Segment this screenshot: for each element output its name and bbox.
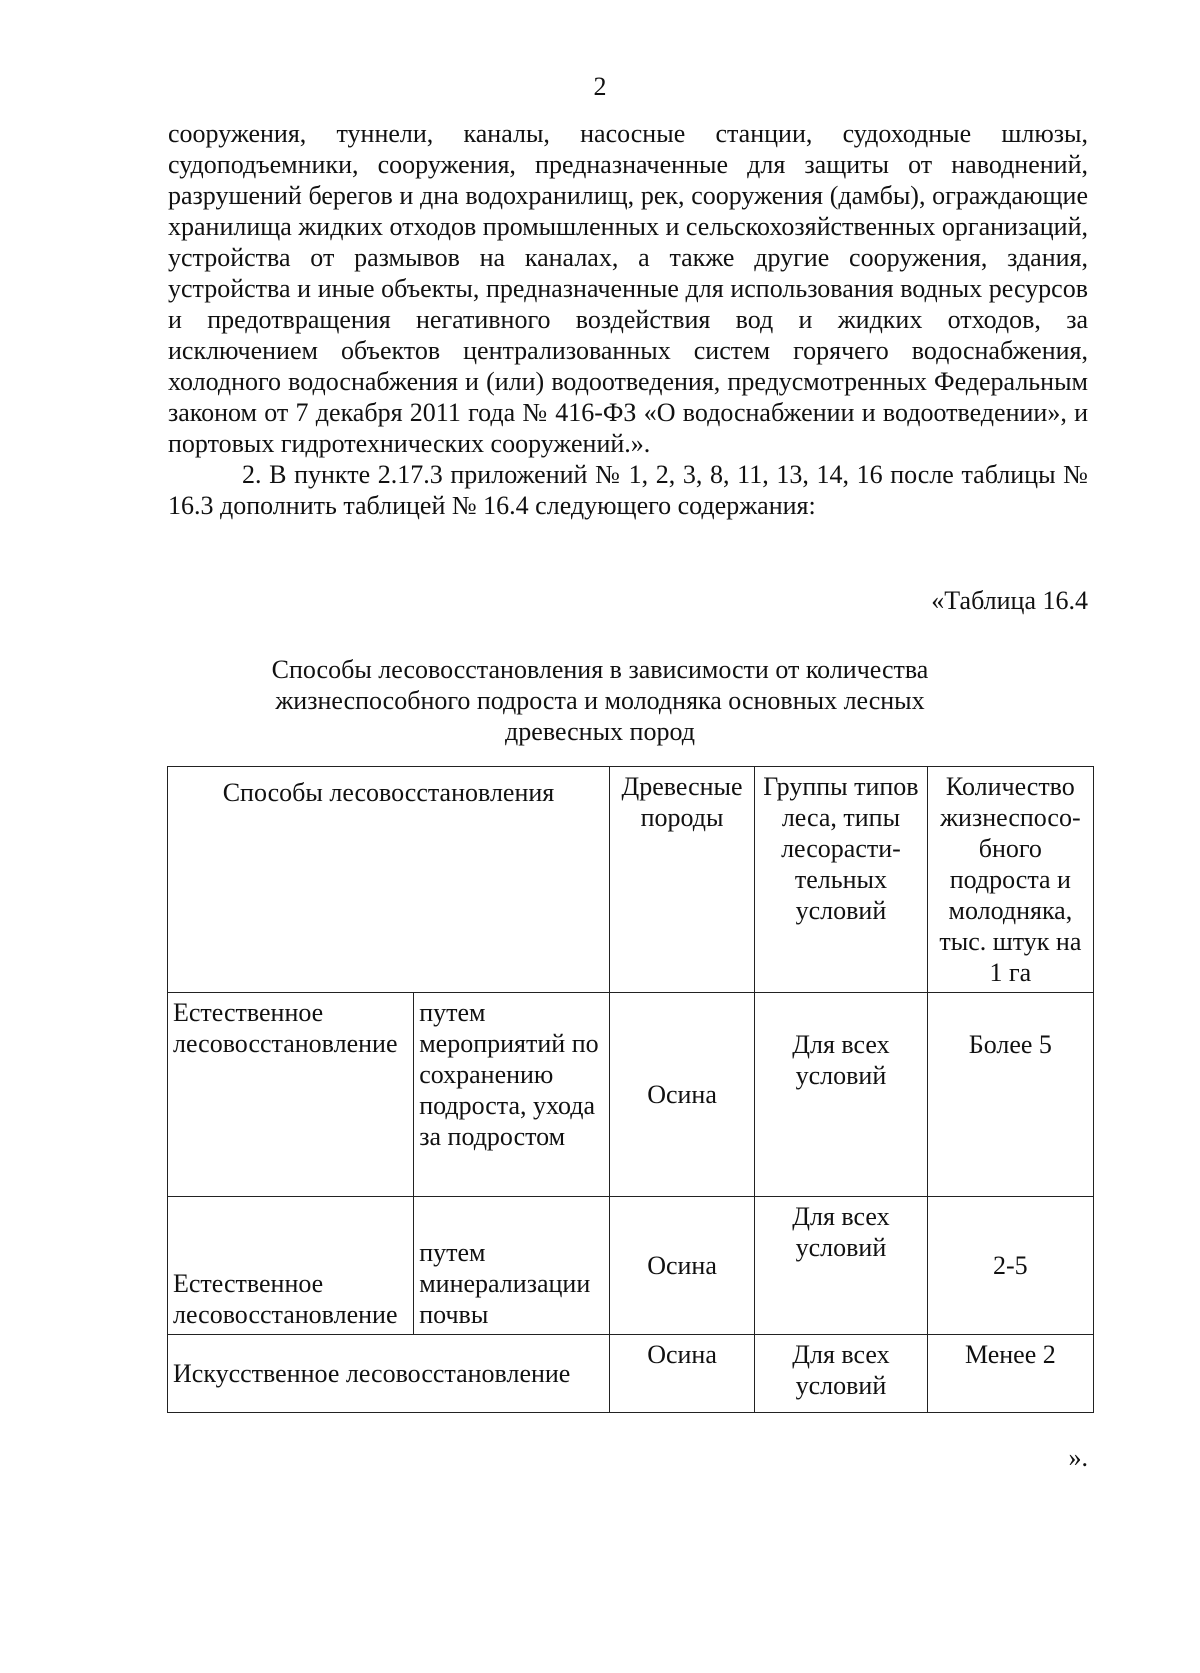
cell-species: Осина [609, 1197, 754, 1335]
cell-quantity: Менее 2 [927, 1335, 1093, 1413]
cell-method: Естественное лесовосстановление [168, 1197, 414, 1335]
paragraph: сооружения, туннели, каналы, насосные станции, судоходные шлюзы, судоподъемники, сооружения, предназначенные для защиты от наводнений, разрушений берегов и дна водохранилищ, рек, сооружения (дамбы), ограждающие хранилища жидких отходов промышленных и сельскохозяйственных организаций, устройства от размывов на каналах, а также другие сооружения, здания, устройства и иные объекты, предназначенные для использования водных ресурсов и предотвращения негативного воздействия вод и жидких отходов, за исключением объектов централизованных систем горячего водоснабжения, холодного водоснабжения и (или) водоотведения, предусмотренных Федеральным законом от 7 декабря 2011 года № 416-ФЗ «О водоснабжении и водоотведении», и портовых гидротехнических сооружений.». [168, 119, 1088, 458]
cell-method: Искусственное лесовосстановление [168, 1335, 610, 1413]
table-row [168, 993, 1094, 1197]
table-title: Способы лесовосстановления в зависимости от количества жизнеспособного подроста и молодняка основных лесных древесных пород [271, 655, 929, 746]
cell-forest-groups: Для всех условий [755, 1335, 928, 1413]
reforestation-table [167, 766, 1094, 1413]
table-header-row [168, 767, 1094, 993]
cell-forest-groups: Для всех условий [755, 993, 928, 1197]
cell-submethod: путем мероприятий по сохранению подроста, ухода за подростом [414, 993, 610, 1197]
cell-submethod: путем минерализации почвы [414, 1197, 610, 1335]
cell-forest-groups: Для всех условий [755, 1197, 928, 1335]
table-row [168, 1197, 1094, 1335]
cell-quantity: 2-5 [927, 1197, 1093, 1335]
header-species: Древесные породы [609, 767, 754, 993]
table-row [168, 1335, 1094, 1413]
closing-mark: ». [1068, 1443, 1088, 1472]
body-text [168, 118, 1088, 521]
page-number: 2 [593, 72, 607, 101]
paragraph: 2. В пункте 2.17.3 приложений № 1, 2, 3, 8, 11, 13, 14, 16 после таблицы № 16.3 дополнить таблицей № 16.4 следующего содержания: [168, 460, 1088, 520]
header-method: Способы лесовосстановления [168, 767, 610, 993]
cell-species: Осина [609, 993, 754, 1197]
cell-quantity: Более 5 [927, 993, 1093, 1197]
cell-species: Осина [609, 1335, 754, 1413]
header-forest-groups: Группы типов леса, типы лесорасти-тельных условий [755, 767, 928, 993]
header-quantity: Количество жизнеспосо-бного подроста и молодняка, тыс. штук на 1 га [927, 767, 1093, 993]
table-label: «Таблица 16.4 [931, 586, 1088, 615]
cell-method: Естественное лесовосстановление [168, 993, 414, 1197]
